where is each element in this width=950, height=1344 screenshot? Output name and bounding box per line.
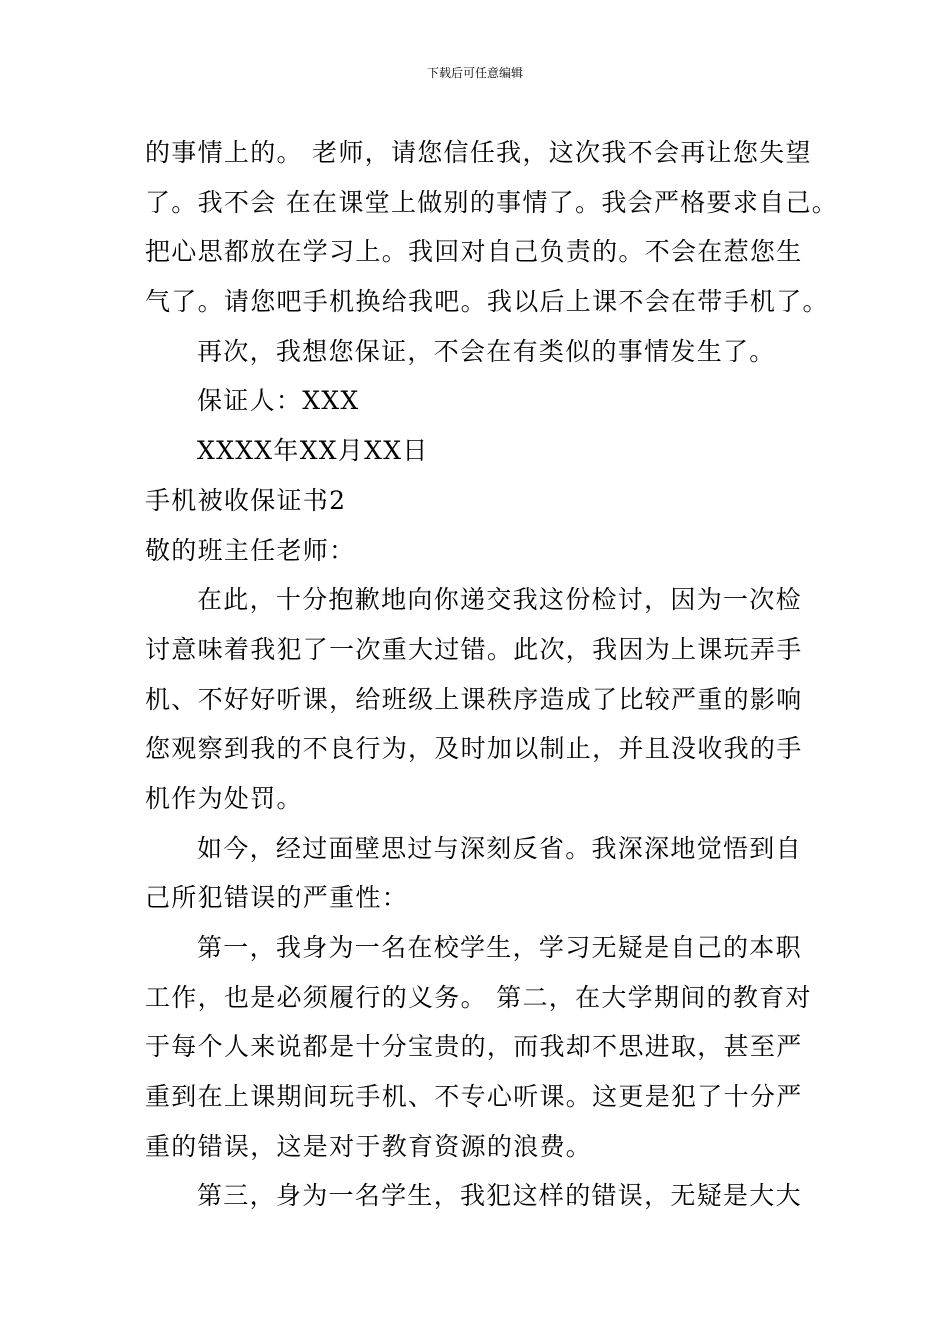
text-line: 重的错误，这是对于教育资源的浪费。 (145, 1131, 593, 1161)
text-line: 工作，也是必须履行的义务。 第二，在大学期间的教育对 (145, 982, 812, 1012)
text-line: 再次，我想您保证，不会在有类似的事情发生了。 (197, 336, 776, 366)
text-line: 把心思都放在学习上。我回对自己负责的。不会在惹您生 (145, 237, 803, 267)
text-line: 的事情上的。 老师，请您信任我，这次我不会再让您失望 (145, 138, 812, 167)
text-line: 您观察到我的不良行为，及时加以制止，并且没收我的手 (145, 734, 803, 764)
text-line: 第三，身为一名学生，我犯这样的错误，无疑是大大 (197, 1181, 802, 1211)
document-body (145, 128, 839, 1221)
text-line: 在此，十分抱歉地向你递交我这份检讨，因为一次检 (197, 585, 802, 615)
text-line: 气了。请您吧手机换给我吧。我以后上课不会在带手机了。 (145, 287, 829, 317)
text-line: 如今，经过面壁思过与深刻反省。我深深地觉悟到自 (197, 833, 802, 863)
text-line: 机、不好好听课，给班级上课秩序造成了比较严重的影响 (145, 684, 803, 714)
text-line: 重到在上课期间玩手机、不专心听课。这更是犯了十分严 (145, 1082, 803, 1112)
text-line: 于每个人来说都是十分宝贵的，而我却不思进取，甚至严 (145, 1032, 803, 1062)
section-title: 手机被收保证书2 (145, 485, 347, 515)
text-line: 机作为处罚。 (145, 783, 303, 813)
text-line: 第一，我身为一名在校学生，学习无疑是自己的本职 (197, 933, 802, 962)
date-line: XXXX年XX月XX日 (197, 436, 429, 466)
text-line: 己所犯错误的严重性： (145, 883, 409, 913)
text-line: 了。我不会 在在课堂上做别的事情了。我会严格要求自己。 (145, 187, 839, 217)
text-line: 讨意味着我犯了一次重大过错。此次，我因为上课玩弄手 (145, 634, 803, 664)
salutation: 敬的班主任老师： (145, 535, 356, 565)
guarantor-line: 保证人：XXX (197, 386, 360, 416)
page-header: 下载后可任意编辑 (426, 66, 523, 80)
